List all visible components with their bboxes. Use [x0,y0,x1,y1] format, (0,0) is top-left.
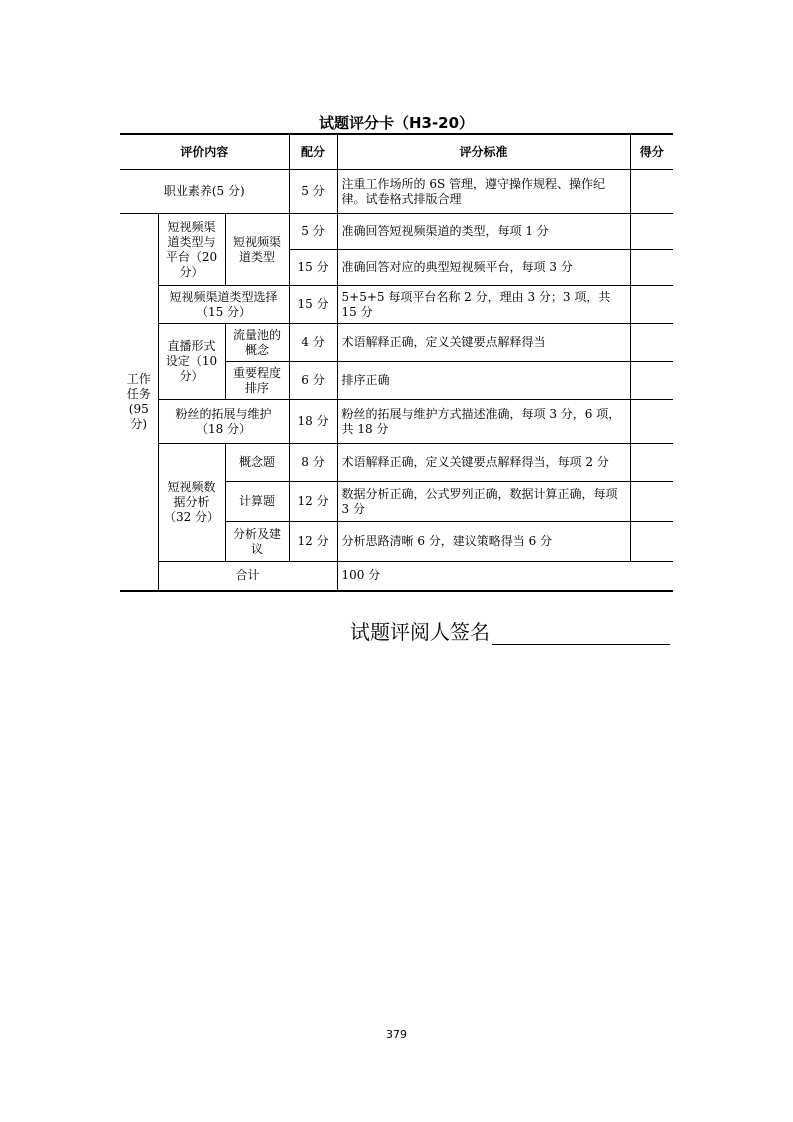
analysis-row2-criteria: 数据分析正确，公式罗列正确，数据计算正确，每项 3 分 [337,482,630,522]
literacy-label: 职业素养(5 分) [120,170,289,214]
live-row2-criteria: 排序正确 [337,362,630,400]
fans-label: 粉丝的拓展与维护（18 分） [158,400,289,444]
table-row [120,214,673,250]
channel-select-score-cell[interactable] [630,286,673,324]
task-group-label: 工作任务(95分) [120,214,158,591]
analysis-row3-points: 12 分 [289,522,337,562]
channel-row1-points: 5 分 [289,214,337,250]
channel-row2-points: 15 分 [289,250,337,286]
analysis-label: 短视频数据分析（32 分） [158,444,225,562]
channel-sub-label: 短视频渠道类型 [225,214,289,286]
live-label: 直播形式设定（10 分） [158,324,225,400]
total-label: 合计 [158,562,337,591]
channel-select-label: 短视频渠道类型选择（15 分） [158,286,289,324]
literacy-score-cell[interactable] [630,170,673,214]
analysis-row1-points: 8 分 [289,444,337,482]
literacy-points: 5 分 [289,170,337,214]
reviewer-signature [350,616,670,645]
header-row [120,134,673,170]
analysis-row1-score-cell[interactable] [630,444,673,482]
fans-criteria: 粉丝的拓展与维护方式描述准确，每项 3 分，6 项，共 18 分 [337,400,630,444]
table-row [120,324,673,362]
fans-score-cell[interactable] [630,400,673,444]
live-row1-score-cell[interactable] [630,324,673,362]
analysis-row3-score-cell[interactable] [630,522,673,562]
analysis-row3-criteria: 分析思路清晰 6 分，建议策略得当 6 分 [337,522,630,562]
analysis-row2-points: 12 分 [289,482,337,522]
analysis-row2-score-cell[interactable] [630,482,673,522]
live-row2-points: 6 分 [289,362,337,400]
live-row1-label: 流量池的概念 [225,324,289,362]
live-row1-criteria: 术语解释正确，定义关键要点解释得当 [337,324,630,362]
channel-row1-criteria: 准确回答短视频渠道的类型，每项 1 分 [337,214,630,250]
total-points: 100 分 [337,562,673,591]
fans-points: 18 分 [289,400,337,444]
table-row [120,286,673,324]
total-row [120,562,673,591]
signature-label: 试题评阅人签名 [350,620,490,644]
page-number: 379 [386,1028,407,1041]
signature-line[interactable] [492,624,670,645]
channel-label: 短视频渠道类型与平台（20 分） [158,214,225,286]
header-points: 配分 [289,134,337,170]
table-row [120,444,673,482]
scoring-table [120,133,673,592]
table-row [120,170,673,214]
analysis-row2-label: 计算题 [225,482,289,522]
live-row2-label: 重要程度排序 [225,362,289,400]
live-row2-score-cell[interactable] [630,362,673,400]
literacy-criteria: 注重工作场所的 6S 管理，遵守操作规程、操作纪律。试卷格式排版合理 [337,170,630,214]
channel-row1-score-cell[interactable] [630,214,673,250]
analysis-row1-criteria: 术语解释正确，定义关键要点解释得当，每项 2 分 [337,444,630,482]
channel-select-points: 15 分 [289,286,337,324]
channel-row2-criteria: 准确回答对应的典型短视频平台，每项 3 分 [337,250,630,286]
header-content: 评价内容 [120,134,289,170]
channel-select-criteria: 5+5+5 每项平台名称 2 分，理由 3 分；3 项，共 15 分 [337,286,630,324]
table-row [120,400,673,444]
channel-row2-score-cell[interactable] [630,250,673,286]
header-score: 得分 [630,134,673,170]
document-title: 试题评分卡（H3-20） [318,114,475,132]
live-row1-points: 4 分 [289,324,337,362]
header-criteria: 评分标准 [337,134,630,170]
analysis-row1-label: 概念题 [225,444,289,482]
analysis-row3-label: 分析及建议 [225,522,289,562]
